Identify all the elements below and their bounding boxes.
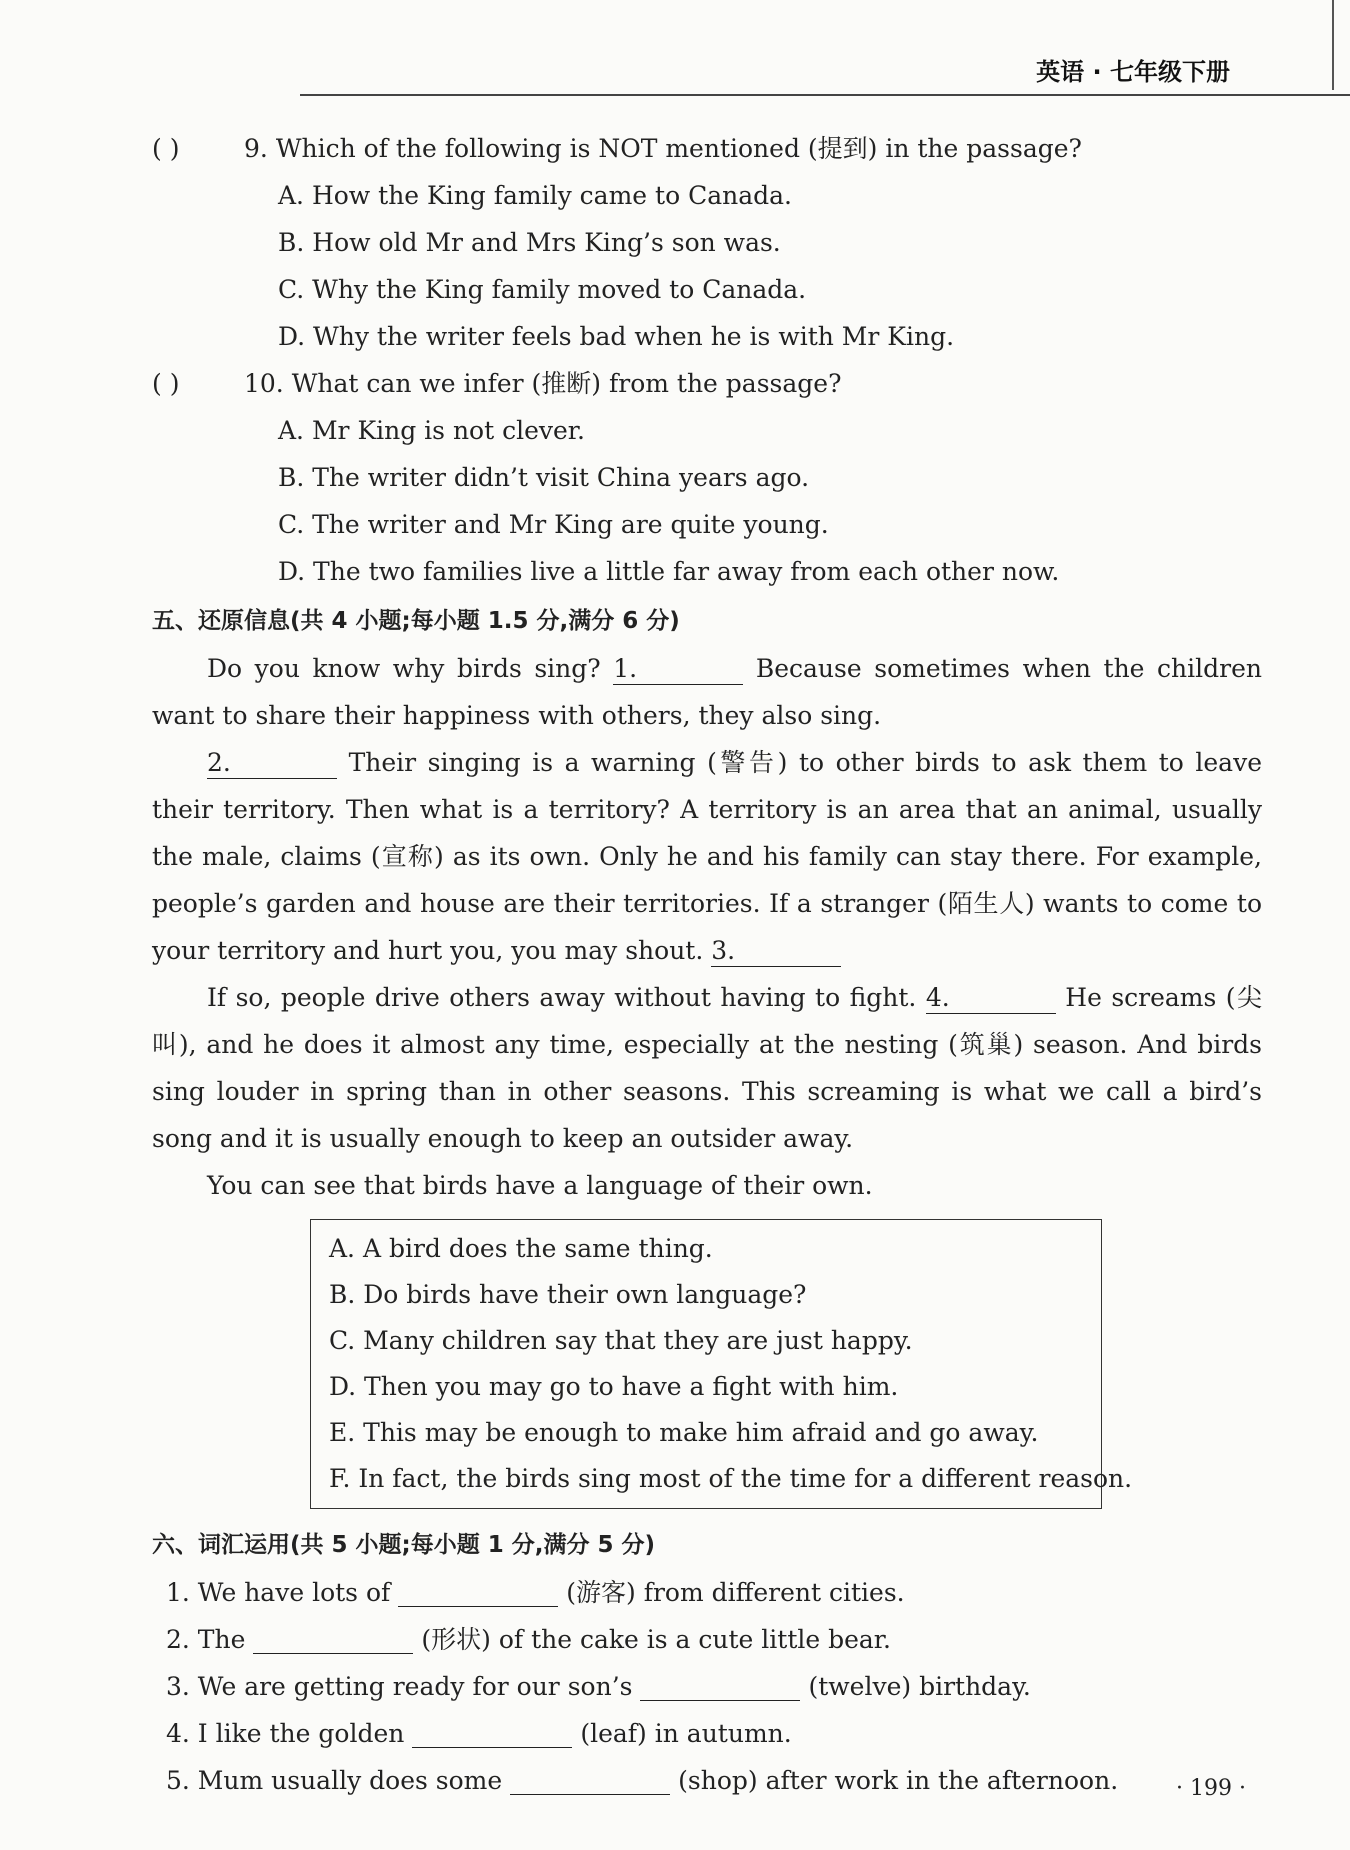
book-title: 英语 · 七年级下册: [1036, 58, 1230, 86]
question-10: [152, 360, 1262, 595]
passage-text: Because sometimes when the children want to share their happiness with others, they also sing.: [152, 654, 1262, 730]
option: B. The writer didn’t visit China years ago.: [278, 463, 810, 492]
vocab-item: [152, 1710, 1262, 1757]
section-5-title: 五、还原信息(共 4 小题;每小题 1.5 分,满分 6 分): [152, 608, 680, 634]
option: D. The two families live a little far away from each other now.: [278, 557, 1060, 586]
question-number: 9.: [244, 134, 268, 163]
option: C. Why the King family moved to Canada.: [278, 275, 807, 304]
box-option: B. Do birds have their own language?: [329, 1280, 807, 1309]
option: A. How the King family came to Canada.: [278, 181, 792, 210]
vocab-text: (leaf) in autumn.: [580, 1719, 792, 1748]
vocab-text: 3. We are getting ready for our son’s: [166, 1672, 633, 1701]
vocab-text: 2. The: [166, 1625, 246, 1654]
page-number: · 199 ·: [1176, 1776, 1246, 1801]
passage-text: Their singing is a warning (警告) to other birds to ask them to leave their territory. Then what is a territory? A territory is an area that an animal, usually the male, claims (宣称) as its own. Only he and his family can stay there. For example, people’s garden and house are their territories. If a stranger (陌生人) wants to come to your territory and hurt you, you may shout.: [152, 748, 1262, 965]
question-text: Which of the following is NOT mentioned (提到) in the passage?: [275, 134, 1082, 163]
question-number: 10.: [244, 369, 284, 398]
vocab-item: [152, 1757, 1262, 1804]
option: A. Mr King is not clever.: [278, 416, 585, 445]
option: D. Why the writer feels bad when he is with Mr King.: [278, 322, 955, 351]
blank-3[interactable]: 3.: [711, 936, 841, 967]
page-content: [152, 125, 1262, 1804]
vocab-blank[interactable]: [510, 1766, 670, 1795]
answer-paren[interactable]: ( ): [152, 369, 180, 398]
vocab-item: [152, 1569, 1262, 1616]
vocab-text: (游客) from different cities.: [566, 1578, 905, 1607]
vocab-text: 1. We have lots of: [166, 1578, 391, 1607]
passage-text: If so, people drive others away without having to fight.: [207, 983, 917, 1012]
vocab-blank[interactable]: [253, 1625, 413, 1654]
blank-1[interactable]: 1.: [613, 654, 743, 685]
vocab-blank[interactable]: [640, 1672, 800, 1701]
passage-paragraph: [152, 739, 1262, 974]
vocab-text: 4. I like the golden: [166, 1719, 405, 1748]
binding-line: [1332, 0, 1334, 90]
question-text: What can we infer (推断) from the passage?: [291, 369, 842, 398]
blank-2[interactable]: 2.: [207, 748, 337, 779]
section-6-title: 六、词汇运用(共 5 小题;每小题 1 分,满分 5 分): [152, 1532, 656, 1558]
box-option: C. Many children say that they are just happy.: [329, 1326, 913, 1355]
passage-paragraph: You can see that birds have a language of their own.: [207, 1171, 873, 1200]
options-box: [310, 1219, 1133, 1509]
question-9: [152, 125, 1262, 360]
passage-paragraph: [152, 974, 1262, 1162]
vocab-text: (shop) after work in the afternoon.: [678, 1766, 1119, 1795]
answer-paren[interactable]: ( ): [152, 134, 180, 163]
vocab-text: (形状) of the cake is a cute little bear.: [421, 1625, 891, 1654]
vocab-blank[interactable]: [412, 1719, 572, 1748]
box-option: A. A bird does the same thing.: [329, 1234, 713, 1263]
passage-text: Do you know why birds sing?: [207, 654, 601, 683]
passage-text: He screams (尖叫), and he does it almost any time, especially at the nesting (筑巢) season. And birds sing louder in spring than in other seasons. This screaming is what we call a bird’s song and it is usually enough to keep an outsider away.: [152, 983, 1263, 1153]
blank-4[interactable]: 4.: [926, 983, 1056, 1014]
vocab-item: [152, 1663, 1262, 1710]
box-option: F. In fact, the birds sing most of the time for a different reason.: [329, 1464, 1133, 1493]
vocab-item: [152, 1616, 1262, 1663]
vocab-text: 5. Mum usually does some: [166, 1766, 503, 1795]
passage-paragraph: [152, 645, 1262, 739]
box-option: D. Then you may go to have a fight with him.: [329, 1372, 899, 1401]
box-option: E. This may be enough to make him afraid and go away.: [329, 1418, 1039, 1447]
page-header: [300, 44, 1350, 96]
option: C. The writer and Mr King are quite young.: [278, 510, 829, 539]
vocab-blank[interactable]: [398, 1578, 558, 1607]
vocab-text: (twelve) birthday.: [808, 1672, 1031, 1701]
option: B. How old Mr and Mrs King’s son was.: [278, 228, 781, 257]
